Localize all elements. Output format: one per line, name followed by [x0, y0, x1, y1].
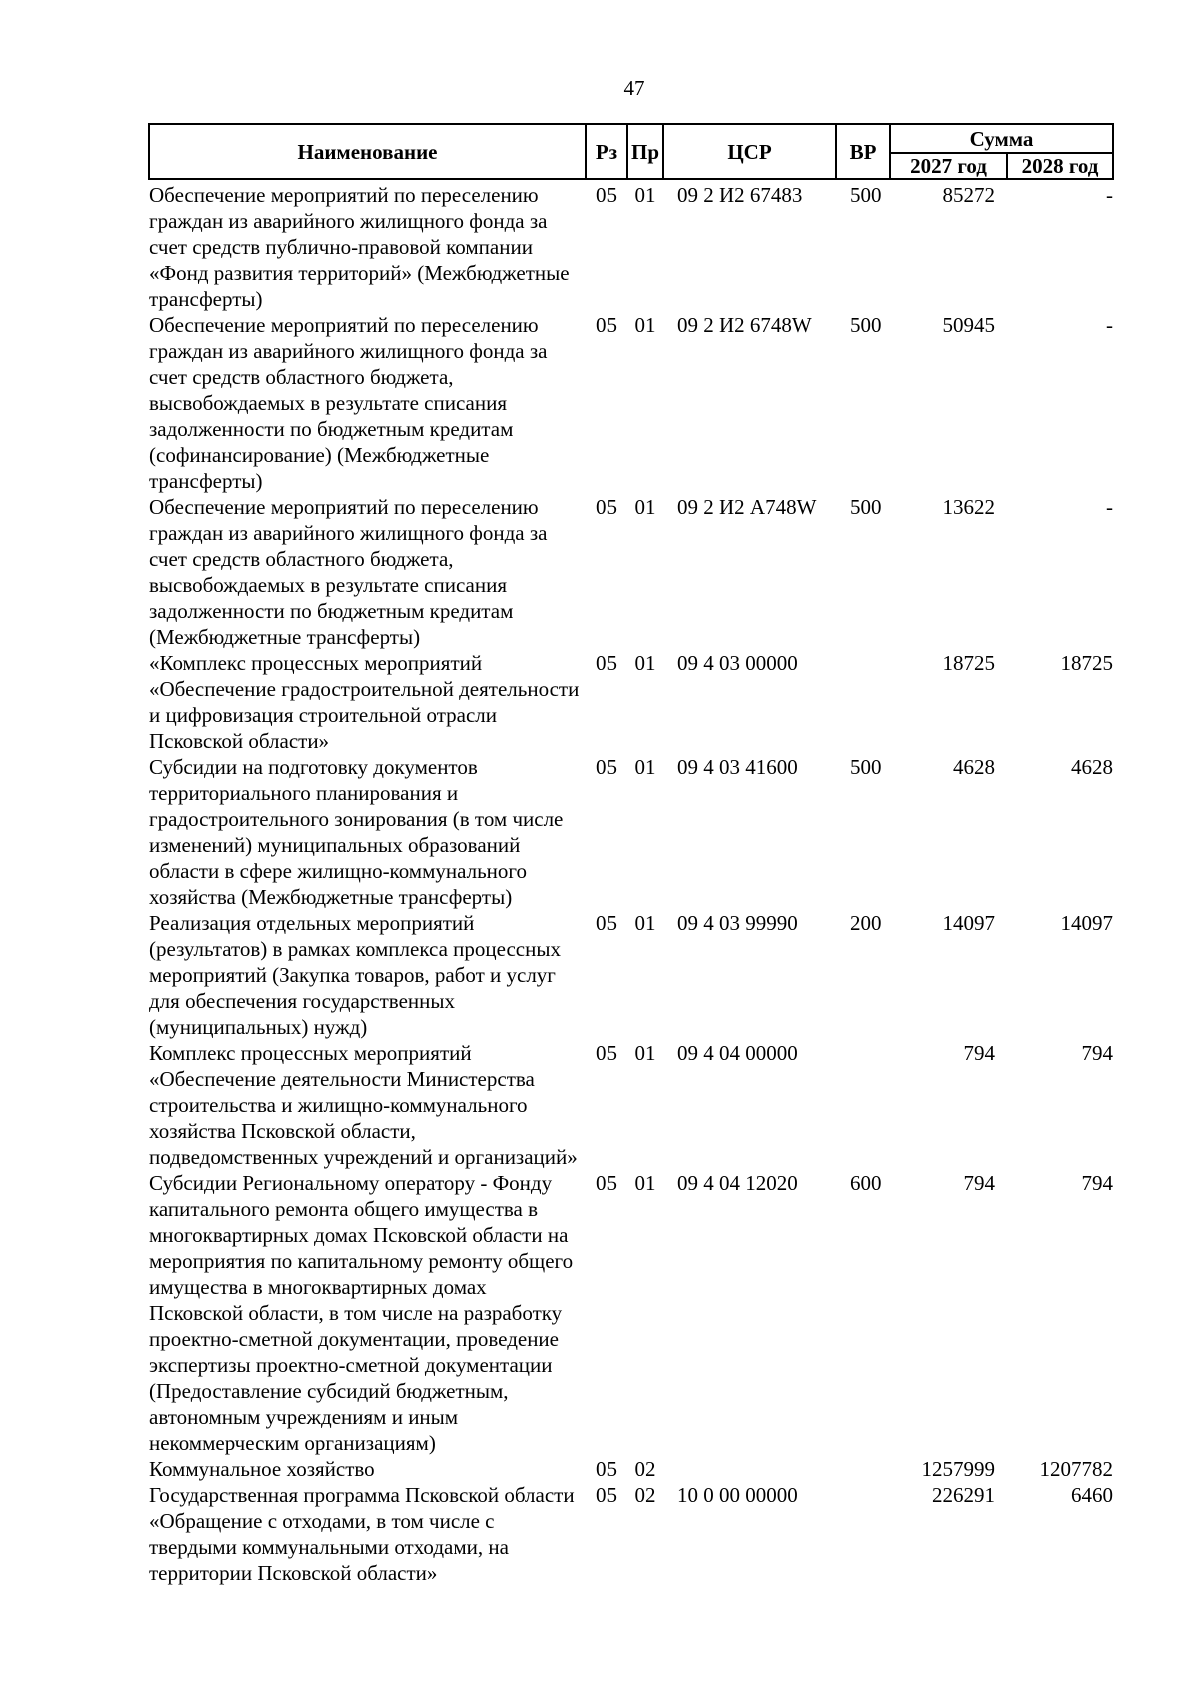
header-2028: 2028 год	[1007, 153, 1113, 179]
row-amount-2027: 13622	[942, 495, 995, 519]
row-amount-2027: 50945	[942, 313, 995, 337]
row-vr: 500	[850, 183, 882, 207]
table-header	[149, 124, 1113, 179]
table-row	[149, 1040, 1113, 1170]
budget-table	[148, 123, 1114, 1586]
row-pr: 01	[634, 755, 656, 779]
row-vr	[836, 1456, 890, 1482]
header-name: Наименование	[149, 124, 586, 179]
row-amount-2028: -	[1106, 183, 1113, 207]
row-csr: 09 4 04 00000	[677, 1041, 798, 1065]
header-csr: ЦСР	[663, 124, 836, 179]
table-row	[149, 312, 1113, 494]
row-amount-2027: 85272	[942, 183, 995, 207]
row-amount-2028: 18725	[1060, 651, 1113, 675]
table-row	[149, 754, 1113, 910]
row-csr: 09 2 И2 6748W	[677, 313, 812, 337]
row-vr: 500	[850, 755, 882, 779]
row-vr	[836, 650, 890, 754]
row-amount-2028: -	[1106, 313, 1113, 337]
row-csr: 09 4 03 99990	[677, 911, 798, 935]
row-amount-2027: 794	[963, 1041, 995, 1065]
row-pr: 01	[634, 911, 656, 935]
table-body	[149, 179, 1113, 1586]
row-csr	[663, 1456, 836, 1482]
row-amount-2027: 794	[963, 1171, 995, 1195]
row-amount-2028: 14097	[1060, 911, 1113, 935]
row-name: Коммунальное хозяйство	[149, 1457, 375, 1481]
row-name: «Комплекс процессных мероприятий «Обеспечение градостроительной деятельности и цифровизация строительной отрасли Псковской области»	[149, 651, 580, 753]
row-amount-2028: 794	[1081, 1171, 1113, 1195]
row-vr	[836, 1482, 890, 1586]
row-rz: 05	[596, 755, 617, 779]
row-amount-2028: 4628	[1071, 755, 1113, 779]
row-pr: 02	[634, 1457, 656, 1481]
row-amount-2027: 1257999	[921, 1457, 995, 1481]
row-csr: 09 4 03 41600	[677, 755, 798, 779]
row-rz: 05	[596, 1171, 617, 1195]
header-2027: 2027 год	[890, 153, 1007, 179]
row-csr: 10 0 00 00000	[677, 1483, 798, 1507]
row-pr: 02	[634, 1483, 656, 1507]
header-rz: Рз	[586, 124, 627, 179]
row-pr: 01	[634, 1171, 656, 1195]
row-rz: 05	[596, 1457, 617, 1481]
row-rz: 05	[596, 911, 617, 935]
row-rz: 05	[596, 313, 617, 337]
row-name: Реализация отдельных мероприятий (результатов) в рамках комплекса процессных мероприятий (Закупка товаров, работ и услуг для обеспечения государственных (муниципальных) нужд)	[149, 911, 561, 1039]
row-pr: 01	[634, 651, 656, 675]
header-pr: Пр	[627, 124, 663, 179]
row-amount-2027: 226291	[932, 1483, 995, 1507]
row-amount-2028: 1207782	[1039, 1457, 1113, 1481]
row-vr	[836, 1040, 890, 1170]
row-rz: 05	[596, 1483, 617, 1507]
row-amount-2028: 6460	[1071, 1483, 1113, 1507]
row-vr: 200	[850, 911, 882, 935]
row-pr: 01	[634, 1041, 656, 1065]
row-csr: 09 4 04 12020	[677, 1171, 798, 1195]
header-vr: ВР	[836, 124, 890, 179]
row-amount-2028: 794	[1081, 1041, 1113, 1065]
row-csr: 09 2 И2 А748W	[677, 495, 817, 519]
row-vr: 600	[850, 1171, 882, 1195]
row-name: Обеспечение мероприятий по переселению граждан из аварийного жилищного фонда за счет средств публично-правовой компании «Фонд развития территорий» (Межбюджетные трансферты)	[149, 183, 570, 311]
row-pr: 01	[634, 183, 656, 207]
row-rz: 05	[596, 183, 617, 207]
row-csr: 09 2 И2 67483	[677, 183, 803, 207]
table-row	[149, 1456, 1113, 1482]
row-rz: 05	[596, 495, 617, 519]
table-row	[149, 1482, 1113, 1586]
row-rz: 05	[596, 1041, 617, 1065]
row-vr: 500	[850, 313, 882, 337]
row-amount-2028: -	[1106, 495, 1113, 519]
row-name: Субсидии на подготовку документов территориального планирования и градостроительного зонирования (в том числе изменений) муниципальных образований области в сфере жилищно-коммунального хозяйства (Межбюджетные трансферты)	[149, 755, 564, 909]
row-name: Комплекс процессных мероприятий «Обеспечение деятельности Министерства строительства и жилищно-коммунального хозяйства Псковской области, подведомственных учреждений и организаций»	[149, 1041, 578, 1169]
table-row	[149, 1170, 1113, 1456]
row-name: Государственная программа Псковской области «Обращение с отходами, в том числе с твердыми коммунальными отходами, на территории Псковской области»	[149, 1483, 575, 1585]
row-name: Субсидии Региональному оператору - Фонду капитального ремонта общего имущества в многоквартирных домах Псковской области на мероприятия по капитальному ремонту общего имущества в многоквартирных домах Псковской области, в том числе на разработку проектно-сметной документации, проведение экспертизы проектно-сметной документации (Предоставление субсидий бюджетным, автономным учреждениям и иным некоммерческим организациям)	[149, 1171, 574, 1455]
row-pr: 01	[634, 495, 656, 519]
table-row	[149, 179, 1113, 312]
row-amount-2027: 18725	[942, 651, 995, 675]
row-amount-2027: 4628	[953, 755, 995, 779]
table-row	[149, 910, 1113, 1040]
row-amount-2027: 14097	[942, 911, 995, 935]
table-row	[149, 494, 1113, 650]
row-rz: 05	[596, 651, 617, 675]
row-csr: 09 4 03 00000	[677, 651, 798, 675]
row-vr: 500	[850, 495, 882, 519]
table-row	[149, 650, 1113, 754]
page-number: 47	[623, 76, 645, 100]
row-name: Обеспечение мероприятий по переселению граждан из аварийного жилищного фонда за счет средств областного бюджета, высвобождаемых в результате списания задолженности по бюджетным кредитам (Межбюджетные трансферты)	[149, 495, 548, 649]
row-name: Обеспечение мероприятий по переселению граждан из аварийного жилищного фонда за счет средств областного бюджета, высвобождаемых в результате списания задолженности по бюджетным кредитам (софинансирование) (Межбюджетные трансферты)	[149, 313, 548, 493]
header-sum: Сумма	[890, 124, 1113, 153]
row-pr: 01	[634, 313, 656, 337]
